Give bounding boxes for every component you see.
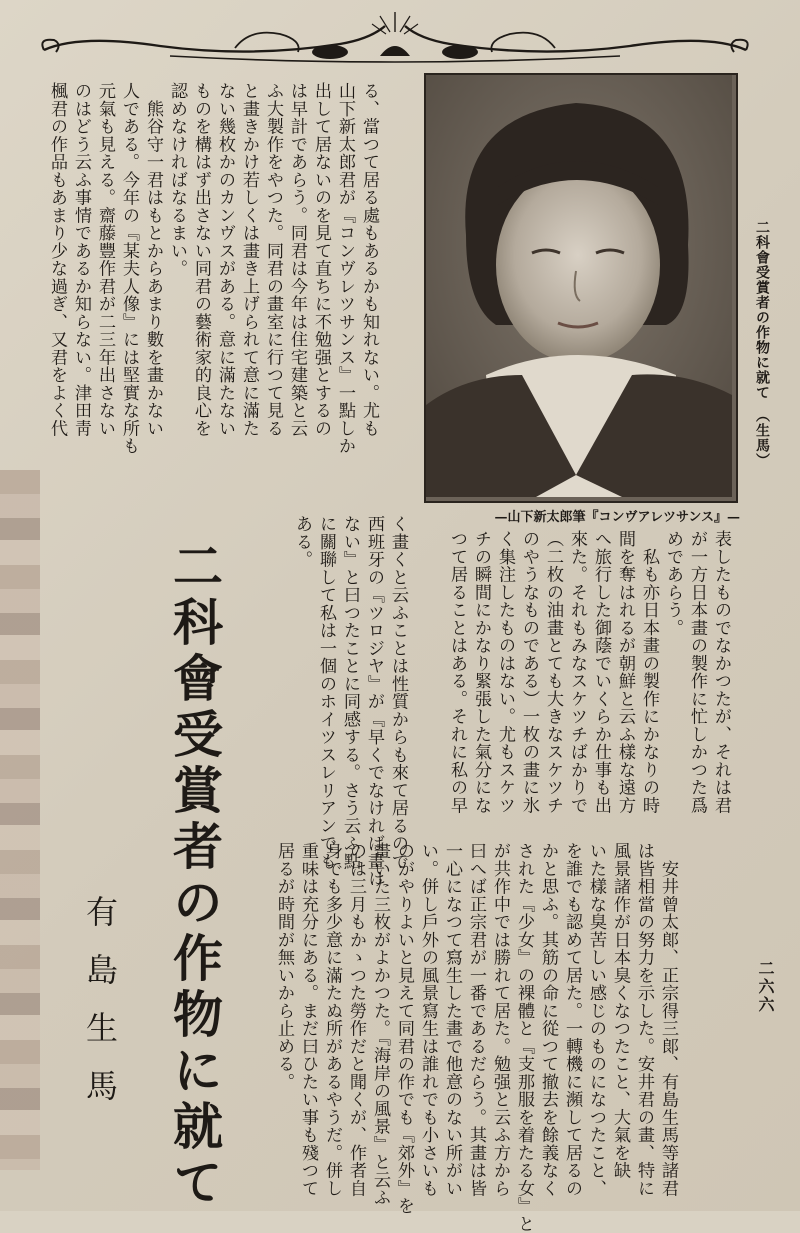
page-number: 二六六: [756, 960, 775, 1014]
header-ornament: [40, 8, 750, 70]
article-author: 有島生馬: [81, 895, 119, 1127]
text-under-photo: く畫くと云ふことは性質からも來て居るので 西班牙の『ツロジヤ』が『早くでなければ畫け ない』と曰つたことに同感する。さう云ふ點 に關聯して私は一個のホイツスレリアンでも ある。: [292, 515, 408, 888]
photo-caption-text: 山下新太郎筆『コンヴアレツサンス』: [507, 510, 727, 525]
bottom-text-block: 安井曾太郞、正宗得三郞、有島生馬等諸君 は皆相當の努力を示した。安井君の畫、特に 風景諸作が日本臭くなつたこと、大氣を缺 いた樣な臭苦しい感じのものになつたこと、 を誰でも認めて居た。一轉機に瀕して居るの かと思ふ。其筋の命に從つて撤去を餘義なく された『少女』の裸體と『支那服を着たる女』と が共作中では勝れて居た。勉强と云ふ方から 曰へば正宗君が一番であるだらう。其畫は皆 一心になつて寫生した畫で他意のない所がい い。併し戶外の風景寫生は誰れでも小さいも のがやりよいと見えて同君の作でも『郊外』を 畫いた三枚がよかつた。『海岸の風景』と云ふ のは三月もかゝつた勞作だと聞くが、作者自 身でも多少意に滿たぬ所があるやうだ。併し 重味は充分にある。まだ曰ひたい事も殘つて 居るが時間が無いから止める。: [274, 842, 678, 1233]
middle-text-block: 表したものでなかつたが、それは君 が一方日本畫の製作に忙しかつた爲 めであらう。 私も亦日本畫の製作にかなりの時 間を奪はれるが朝鮮と云ふ樣な遠方 へ旅行した御蔭でいくらか仕事も出 來た。それもみなスケツチばかりで （二枚の油畫とても大きなスケツチ のやうなものである）一枚の畫に氷 く集注したものはない。尤もスケツ チの瞬間にかなり緊張した氣分にな つて居ることはある。それに私の早: [447, 530, 731, 814]
portrait-photo: [424, 73, 738, 503]
top-text-block: る、當つて居る處もあるかも知れない。尤も 山下新太郎君が『コンヴレツサンス』一點しか 出して居ないのを見て直ちに不勉强とするの は早計であらう。同君は今年は住宅建築と云 ふ大製作をやつた。同君の畫室に行つて見る と畫きかけ若しくは畫き上げられて意に滿た ない幾枚かのカンヴスがある。意に滿たない ものを構はず出さない同君の藝術家的良心を 認めなければなるまい。 熊谷守一君はもとからあまり數を畫かない 人である。今年の『某夫人像』には堅實な所も 元氣も見える。齋藤豐作君が二三年出さない のはどう云ふ事情であるか知らない。津田靑 楓君の作品もあまり少な過ぎ、又君をよく代: [47, 82, 379, 455]
photo-caption: —山下新太郎筆『コンヴアレツサンス』—: [494, 510, 740, 525]
article-title: 二科會受賞者の作物に就て: [165, 540, 224, 1212]
running-header: 二科會受賞者の作物に就て （生馬）: [754, 220, 770, 468]
redacted-strip: [0, 470, 40, 1170]
